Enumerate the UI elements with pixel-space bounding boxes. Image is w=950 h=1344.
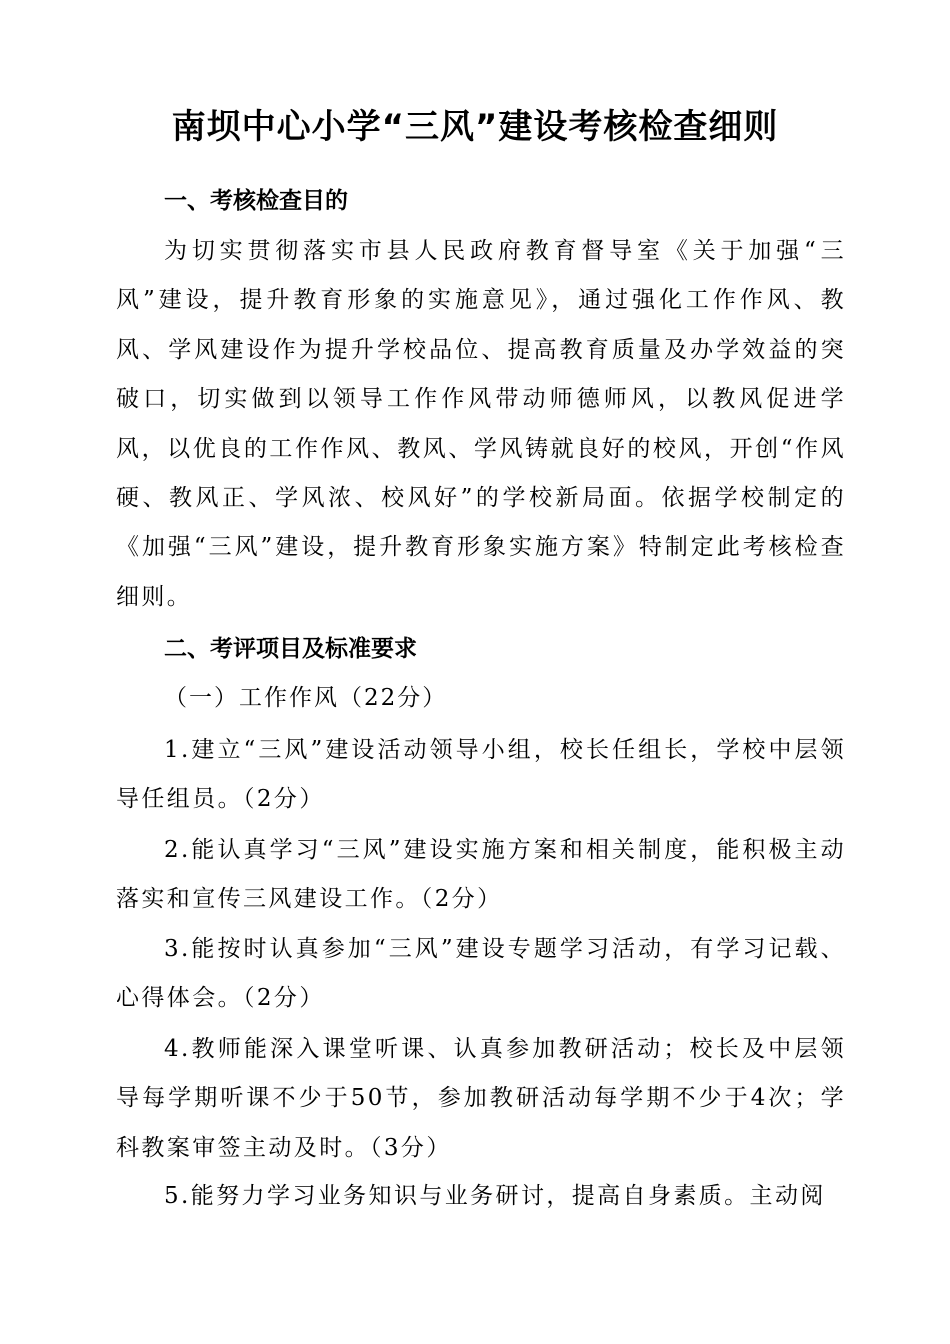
paragraph-purpose: 为切实贯彻落实市县人民政府教育督导室《关于加强“三风”建设，提升教育形象的实施意见》，通过强化工作作风、教风、学风建设作为提升学校品位、提高教育质量及办学效益的突破口，切实做到以领导工作作风带动师德师风，以教风促进学风，以优良的工作作风、教风、学风铸就良好的校风，开创“作风硬、教风正、学风浓、校风好”的学校新局面。依据学校制定的《加强“三风”建设，提升教育形象实施方案》特制定此考核检查细则。 bbox=[116, 238, 846, 610]
list-item-4: 4.教师能深入课堂听课、认真参加教研活动；校长及中层领导每学期听课不少于50节，参加教研活动每学期不少于4次；学科教案审签主动及时。（3分） bbox=[116, 1036, 846, 1161]
document-title: 南坝中心小学“三风”建设考核检查细则 bbox=[171, 107, 779, 147]
section-heading-criteria: 二、考评项目及标准要求 bbox=[164, 636, 417, 662]
list-item-1: 1.建立“三风”建设活动领导小组，校长任组长，学校中层领导任组员。（2分） bbox=[116, 737, 846, 813]
list-item-3: 3.能按时认真参加“三风”建设专题学习活动，有学习记载、心得体会。（2分） bbox=[116, 936, 846, 1012]
subsection-heading-work-style: （一）工作作风（22分） bbox=[164, 685, 448, 711]
list-item-2: 2.能认真学习“三风”建设实施方案和相关制度，能积极主动落实和宣传三风建设工作。（2分） bbox=[116, 837, 846, 913]
section-heading-purpose: 一、考核检查目的 bbox=[164, 188, 348, 214]
list-item-5: 5.能努力学习业务知识与业务研讨，提高自身素质。主动阅 bbox=[164, 1183, 826, 1209]
